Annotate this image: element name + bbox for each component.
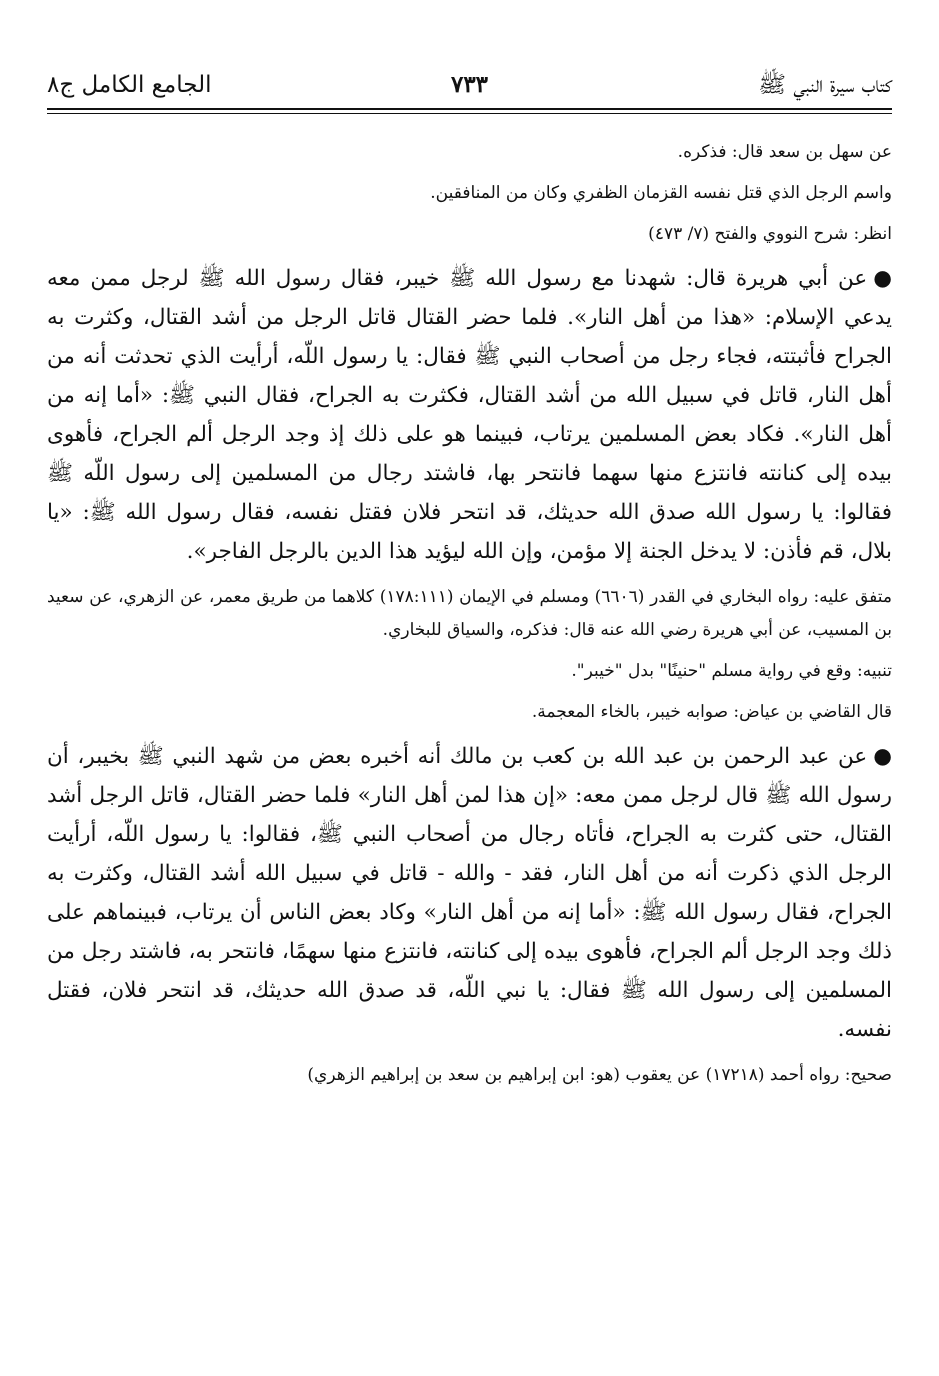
page-header xyxy=(47,60,892,108)
narration-line: عن سهل بن سعد قال: فذكره. xyxy=(677,142,892,162)
note-line-1: تنبيه: وقع في رواية مسلم "حنينًا" بدل "خيبر". xyxy=(571,661,892,681)
header-rule-thin xyxy=(47,113,892,114)
reference-line: انظر: شرح النووي والفتح (٧/ ٤٧٣) xyxy=(648,224,892,244)
takhrij-paragraph-2: صحيح: رواه أحمد (١٧٢١٨) عن يعقوب (هو: ابن إبراهيم بن سعد بن إبراهيم الزهري) xyxy=(307,1065,892,1085)
hadith-paragraph-2 xyxy=(47,737,892,1049)
hadith-paragraph-1 xyxy=(47,259,892,571)
hadith-text-2: عن عبد الرحمن بن عبد الله بن كعب بن مالك أنه أخبره بعض من شهد النبي ﷺ بخيبر، أن رسول الله ﷺ قال لرجل ممن معه: «إن هذا لمن أهل النار» فلما حضر القتال، قاتل الرجل أشد القتال، حتى كثرت به الجراح، فأتاه رجال من أصحاب النبي ﷺ، فقالوا: يا رسول اللّه، أرأيت الرجل الذي ذكرت أنه من أهل النار، فقد - والله - قاتل في سبيل الله أشد القتال، وكثرت به الجراح، فقال رسول الله ﷺ: «أما إنه من أهل النار» وكاد بعض الناس أن يرتاب، فبينماهم على ذلك وجد الرجل ألم الجراح، فأهوى بيده إلى كنانته، فانتزع منها سهمًا، فانتحر به، فاشتد رجل من المسلمين إلى رسول الله ﷺ فقال: يا نبي اللّه، قد صدق الله حديثك، قد انتحر فلان، فقتل نفسه. xyxy=(47,744,892,1042)
bullet-icon: ● xyxy=(873,744,892,769)
page-number: ٧٣٣ xyxy=(450,71,489,98)
book-chapter-title: كتاب سيرة النبي ﷺ xyxy=(758,72,892,98)
note-line-2: قال القاضي بن عياض: صوابه خيبر، بالخاء المعجمة. xyxy=(531,702,892,722)
takhrij-paragraph-1: متفق عليه: رواه البخاري في القدر (٦٦٠٦) ومسلم في الإيمان (١٧٨:١١١) كلاهما من طريق معمر، عن الزهري، عن سعيد بن المسيب، عن أبي هريرة رضي الله عنه قال: فذكره، والسياق للبخاري. xyxy=(47,587,892,640)
book-volume-title: الجامع الكامل ج٨ xyxy=(47,72,212,98)
page-body xyxy=(47,136,892,1100)
bullet-icon: ● xyxy=(873,266,892,291)
commentary-line: واسم الرجل الذي قتل نفسه القزمان الظفري وكان من المنافقين. xyxy=(430,183,892,203)
header-rule-thick xyxy=(47,108,892,110)
hadith-text-1: عن أبي هريرة قال: شهدنا مع رسول الله ﷺ خيبر، فقال رسول الله ﷺ لرجل ممن معه يدعي الإسلام: «هذا من أهل النار». فلما حضر القتال قاتل الرجل من أشد القتال، وكثرت به الجراح فأثبتته، فجاء رجل من أصحاب النبي ﷺ فقال: يا رسول اللّه، أرأيت الذي تحدثت أنه من أهل النار، قاتل في سبيل الله من أشد القتال، فكثرت به الجراح، فقال النبي ﷺ: «أما إنه من أهل النار». فكاد بعض المسلمين يرتاب، فبينما هو على ذلك إذ وجد الرجل ألم الجراح، فأهوى بيده إلى كنانته فانتزع منها سهما فانتحر بها، فاشتد رجال من المسلمين إلى رسول اللّه ﷺ فقالوا: يا رسول الله صدق الله حديثك، قد انتحر فلان فقتل نفسه، فقال رسول الله ﷺ: «يا بلال، قم فأذن: لا يدخل الجنة إلا مؤمن، وإن الله ليؤيد هذا الدين بالرجل الفاجر». xyxy=(47,266,892,564)
